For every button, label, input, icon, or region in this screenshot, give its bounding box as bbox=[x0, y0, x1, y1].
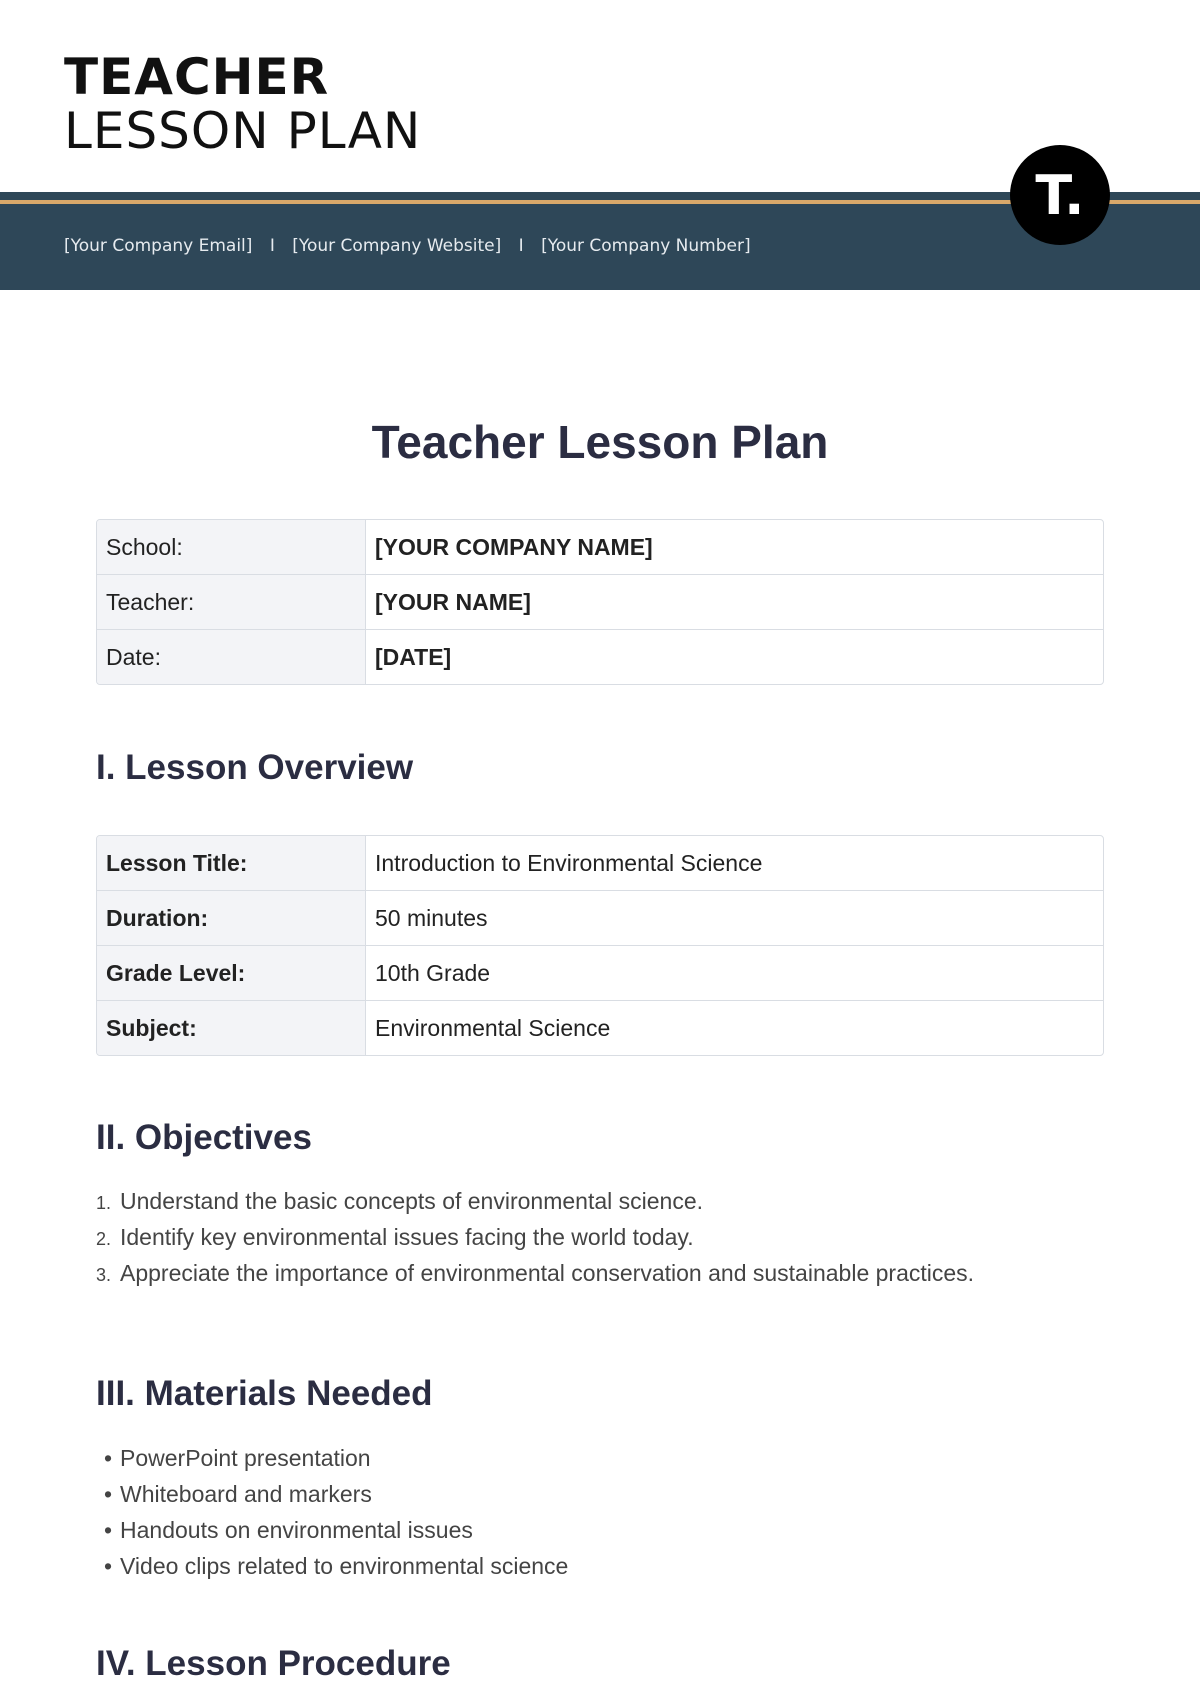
material-text: PowerPoint presentation bbox=[120, 1445, 371, 1471]
bullet-icon: • bbox=[104, 1445, 113, 1471]
table-row bbox=[97, 946, 1103, 1001]
contact-email: [Your Company Email] bbox=[64, 236, 253, 256]
material-text: Handouts on environmental issues bbox=[120, 1517, 473, 1543]
table-row bbox=[97, 520, 1103, 575]
bullet-icon: • bbox=[104, 1517, 113, 1543]
list-item bbox=[96, 1183, 974, 1219]
contact-website: [Your Company Website] bbox=[292, 236, 502, 256]
table-row bbox=[97, 575, 1103, 630]
objectives-list bbox=[96, 1183, 974, 1291]
list-item bbox=[104, 1548, 568, 1584]
grade-level-label: Grade Level: bbox=[97, 946, 366, 1001]
list-item bbox=[104, 1440, 568, 1476]
school-info-table bbox=[96, 519, 1104, 685]
list-number: 1. bbox=[96, 1193, 112, 1213]
list-number: 3. bbox=[96, 1265, 112, 1285]
material-text: Whiteboard and markers bbox=[120, 1481, 372, 1507]
header-title bbox=[64, 48, 421, 160]
list-number: 2. bbox=[96, 1229, 112, 1249]
contact-line bbox=[64, 236, 751, 256]
header-title-line2: LESSON PLAN bbox=[64, 102, 422, 160]
lesson-title-value: Introduction to Environmental Science bbox=[366, 836, 1103, 891]
school-value: [YOUR COMPANY NAME] bbox=[366, 520, 1103, 575]
bullet-icon: • bbox=[104, 1553, 113, 1579]
subject-label: Subject: bbox=[97, 1001, 366, 1055]
contact-separator: I bbox=[518, 236, 524, 256]
section-heading-procedure: IV. Lesson Procedure bbox=[96, 1644, 451, 1683]
material-text: Video clips related to environmental science bbox=[120, 1553, 569, 1579]
contact-number: [Your Company Number] bbox=[541, 236, 751, 256]
objective-text: Identify key environmental issues facing the world today. bbox=[120, 1224, 694, 1250]
table-row bbox=[97, 1001, 1103, 1055]
teacher-label: Teacher: bbox=[97, 575, 366, 630]
objective-text: Understand the basic concepts of environmental science. bbox=[120, 1188, 703, 1214]
table-row bbox=[97, 630, 1103, 684]
list-item bbox=[104, 1476, 568, 1512]
date-label: Date: bbox=[97, 630, 366, 684]
teacher-value: [YOUR NAME] bbox=[366, 575, 1103, 630]
contact-separator: I bbox=[269, 236, 275, 256]
lesson-title-label: Lesson Title: bbox=[97, 836, 366, 891]
grade-level-value: 10th Grade bbox=[366, 946, 1103, 1001]
date-value: [DATE] bbox=[375, 643, 452, 670]
section-heading-overview: I. Lesson Overview bbox=[96, 748, 414, 787]
school-label: School: bbox=[97, 520, 366, 575]
list-item bbox=[96, 1219, 974, 1255]
section-heading-objectives: II. Objectives bbox=[96, 1118, 312, 1157]
header-title-line1: TEACHER bbox=[64, 48, 330, 106]
duration-label: Duration: bbox=[97, 891, 366, 946]
objective-text: Appreciate the importance of environmental conservation and sustainable practices. bbox=[120, 1260, 975, 1286]
duration-value: 50 minutes bbox=[366, 891, 1103, 946]
section-heading-materials: III. Materials Needed bbox=[96, 1374, 433, 1413]
table-row bbox=[97, 836, 1103, 891]
list-item bbox=[96, 1255, 974, 1291]
table-row bbox=[97, 891, 1103, 946]
list-item bbox=[104, 1512, 568, 1548]
materials-list bbox=[104, 1440, 568, 1584]
subject-value: Environmental Science bbox=[375, 1014, 611, 1041]
bullet-icon: • bbox=[104, 1481, 113, 1507]
lesson-overview-table bbox=[96, 835, 1104, 1056]
company-logo: T. bbox=[1010, 145, 1110, 245]
document-title: Teacher Lesson Plan bbox=[371, 416, 829, 468]
